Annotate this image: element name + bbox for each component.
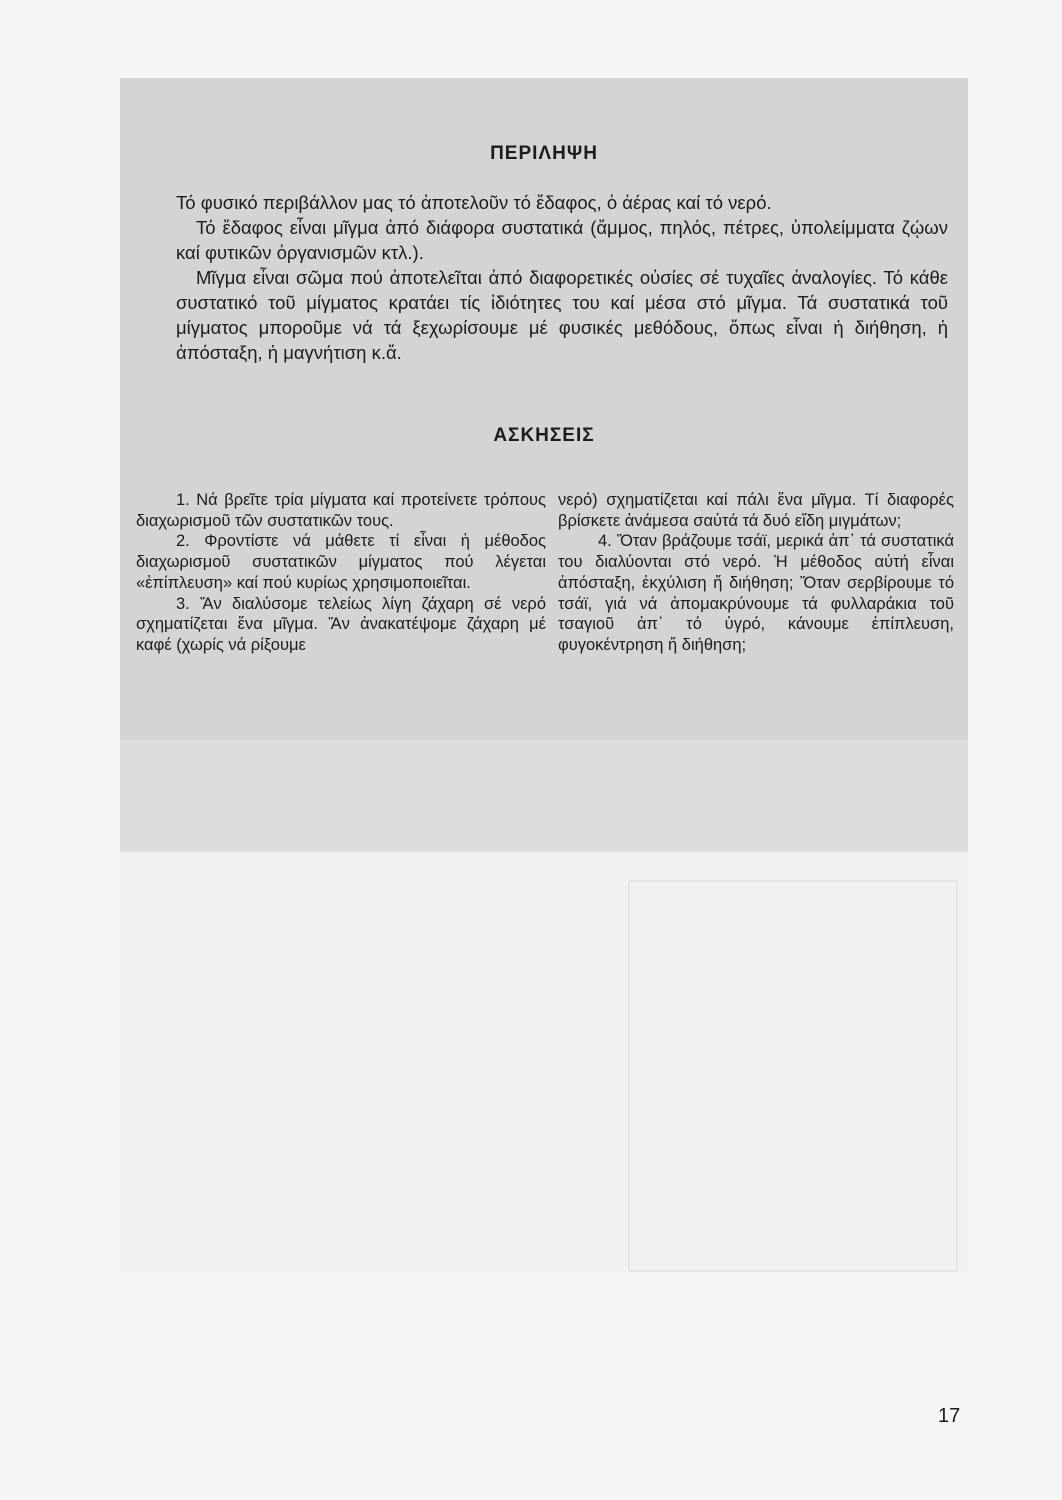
- summary-paragraph: Μῖγμα εἶναι σῶμα πού ἀποτελεῖται ἀπό διαφορετικές οὐσίες σέ τυχαῖες ἀναλογίες. Τό κάθε συστατικό τοῦ μίγματος κρατάει τίς ἰδιότητες του καί μέσα στό μῖγμα. Τά συστατικά τοῦ μίγματος μποροῦμε νά τά ξεχωρίσουμε μέ φυσικές μεθόδους, ὅπως εἶναι ἡ διήθηση, ἡ ἀπόσταξη, ἡ μαγνήτιση κ.ἄ.: [176, 267, 948, 363]
- summary-paragraph: Τό ἔδαφος εἶναι μῖγμα ἀπό διάφορα συστατικά (ἄμμος, πηλός, πέτρες, ὑπολείμματα ζῴων καί φυτικῶν ὀργανισμῶν κτλ.).: [176, 217, 948, 263]
- exercises-heading: ΑΣΚΗΣΕΙΣ: [493, 425, 595, 446]
- page-number: 17: [938, 1405, 961, 1427]
- exercises-left-column: [136, 490, 546, 656]
- exercise-item: 4. Ὅταν βράζουμε τσάϊ, μερικά ἀπ᾿ τά συστατικά του διαλύονται στό νερό. Ἡ μέθοδος αὐτή εἶναι ἀπόσταξη, ἐκχύλιση ἤ διήθηση; Ὅταν σερβίρουμε τό τσάϊ, γιά νά ἀπομακρύνουμε τά φυλλαράκια τοῦ τσαγιοῦ ἀπ᾿ τό ὑγρό, κάνουμε ἐπίπλευση, φυγοκέντρηση ἤ διήθηση;: [558, 532, 954, 654]
- exercise-item: 2. Φροντίστε νά μάθετε τί εἶναι ἡ μέθοδος διαχωρισμοῦ συστατικῶν μίγματος πού λέγεται «ἐπίπλευση» καί πού κυρίως χρησιμοποιεῖται.: [136, 532, 546, 592]
- exercises-right-column: [558, 490, 954, 656]
- exercise-item: 1. Νά βρεῖτε τρία μίγματα καί προτείνετε τρόπους διαχωρισμοῦ τῶν συστατικῶν τους.: [136, 491, 546, 530]
- exercise-item-continued: νερό) σχηματίζεται καί πάλι ἕνα μῖγμα. Τί διαφορές βρίσκετε ἀνάμεσα σαὐτά τά δυό εἴδη μιγμάτων;: [558, 491, 954, 530]
- show-through-figure-frame: [628, 880, 958, 1272]
- summary-paragraph: Τό φυσικό περιβάλλον μας τό ἀποτελοῦν τό ἔδαφος, ὁ ἀέρας καί τό νερό.: [176, 192, 772, 213]
- shaded-panel-bleed: [120, 740, 968, 852]
- exercise-item: 3. Ἄν διαλύσομε τελείως λίγη ζάχαρη σέ νερό σχηματίζεται ἕνα μῖγμα. Ἄν ἀνακατέψομε ζάχαρη μέ καφέ (χωρίς νά ρίξουμε: [136, 594, 546, 654]
- summary-heading: ΠΕΡΙΛΗΨΗ: [490, 143, 598, 164]
- summary-text: [176, 190, 948, 365]
